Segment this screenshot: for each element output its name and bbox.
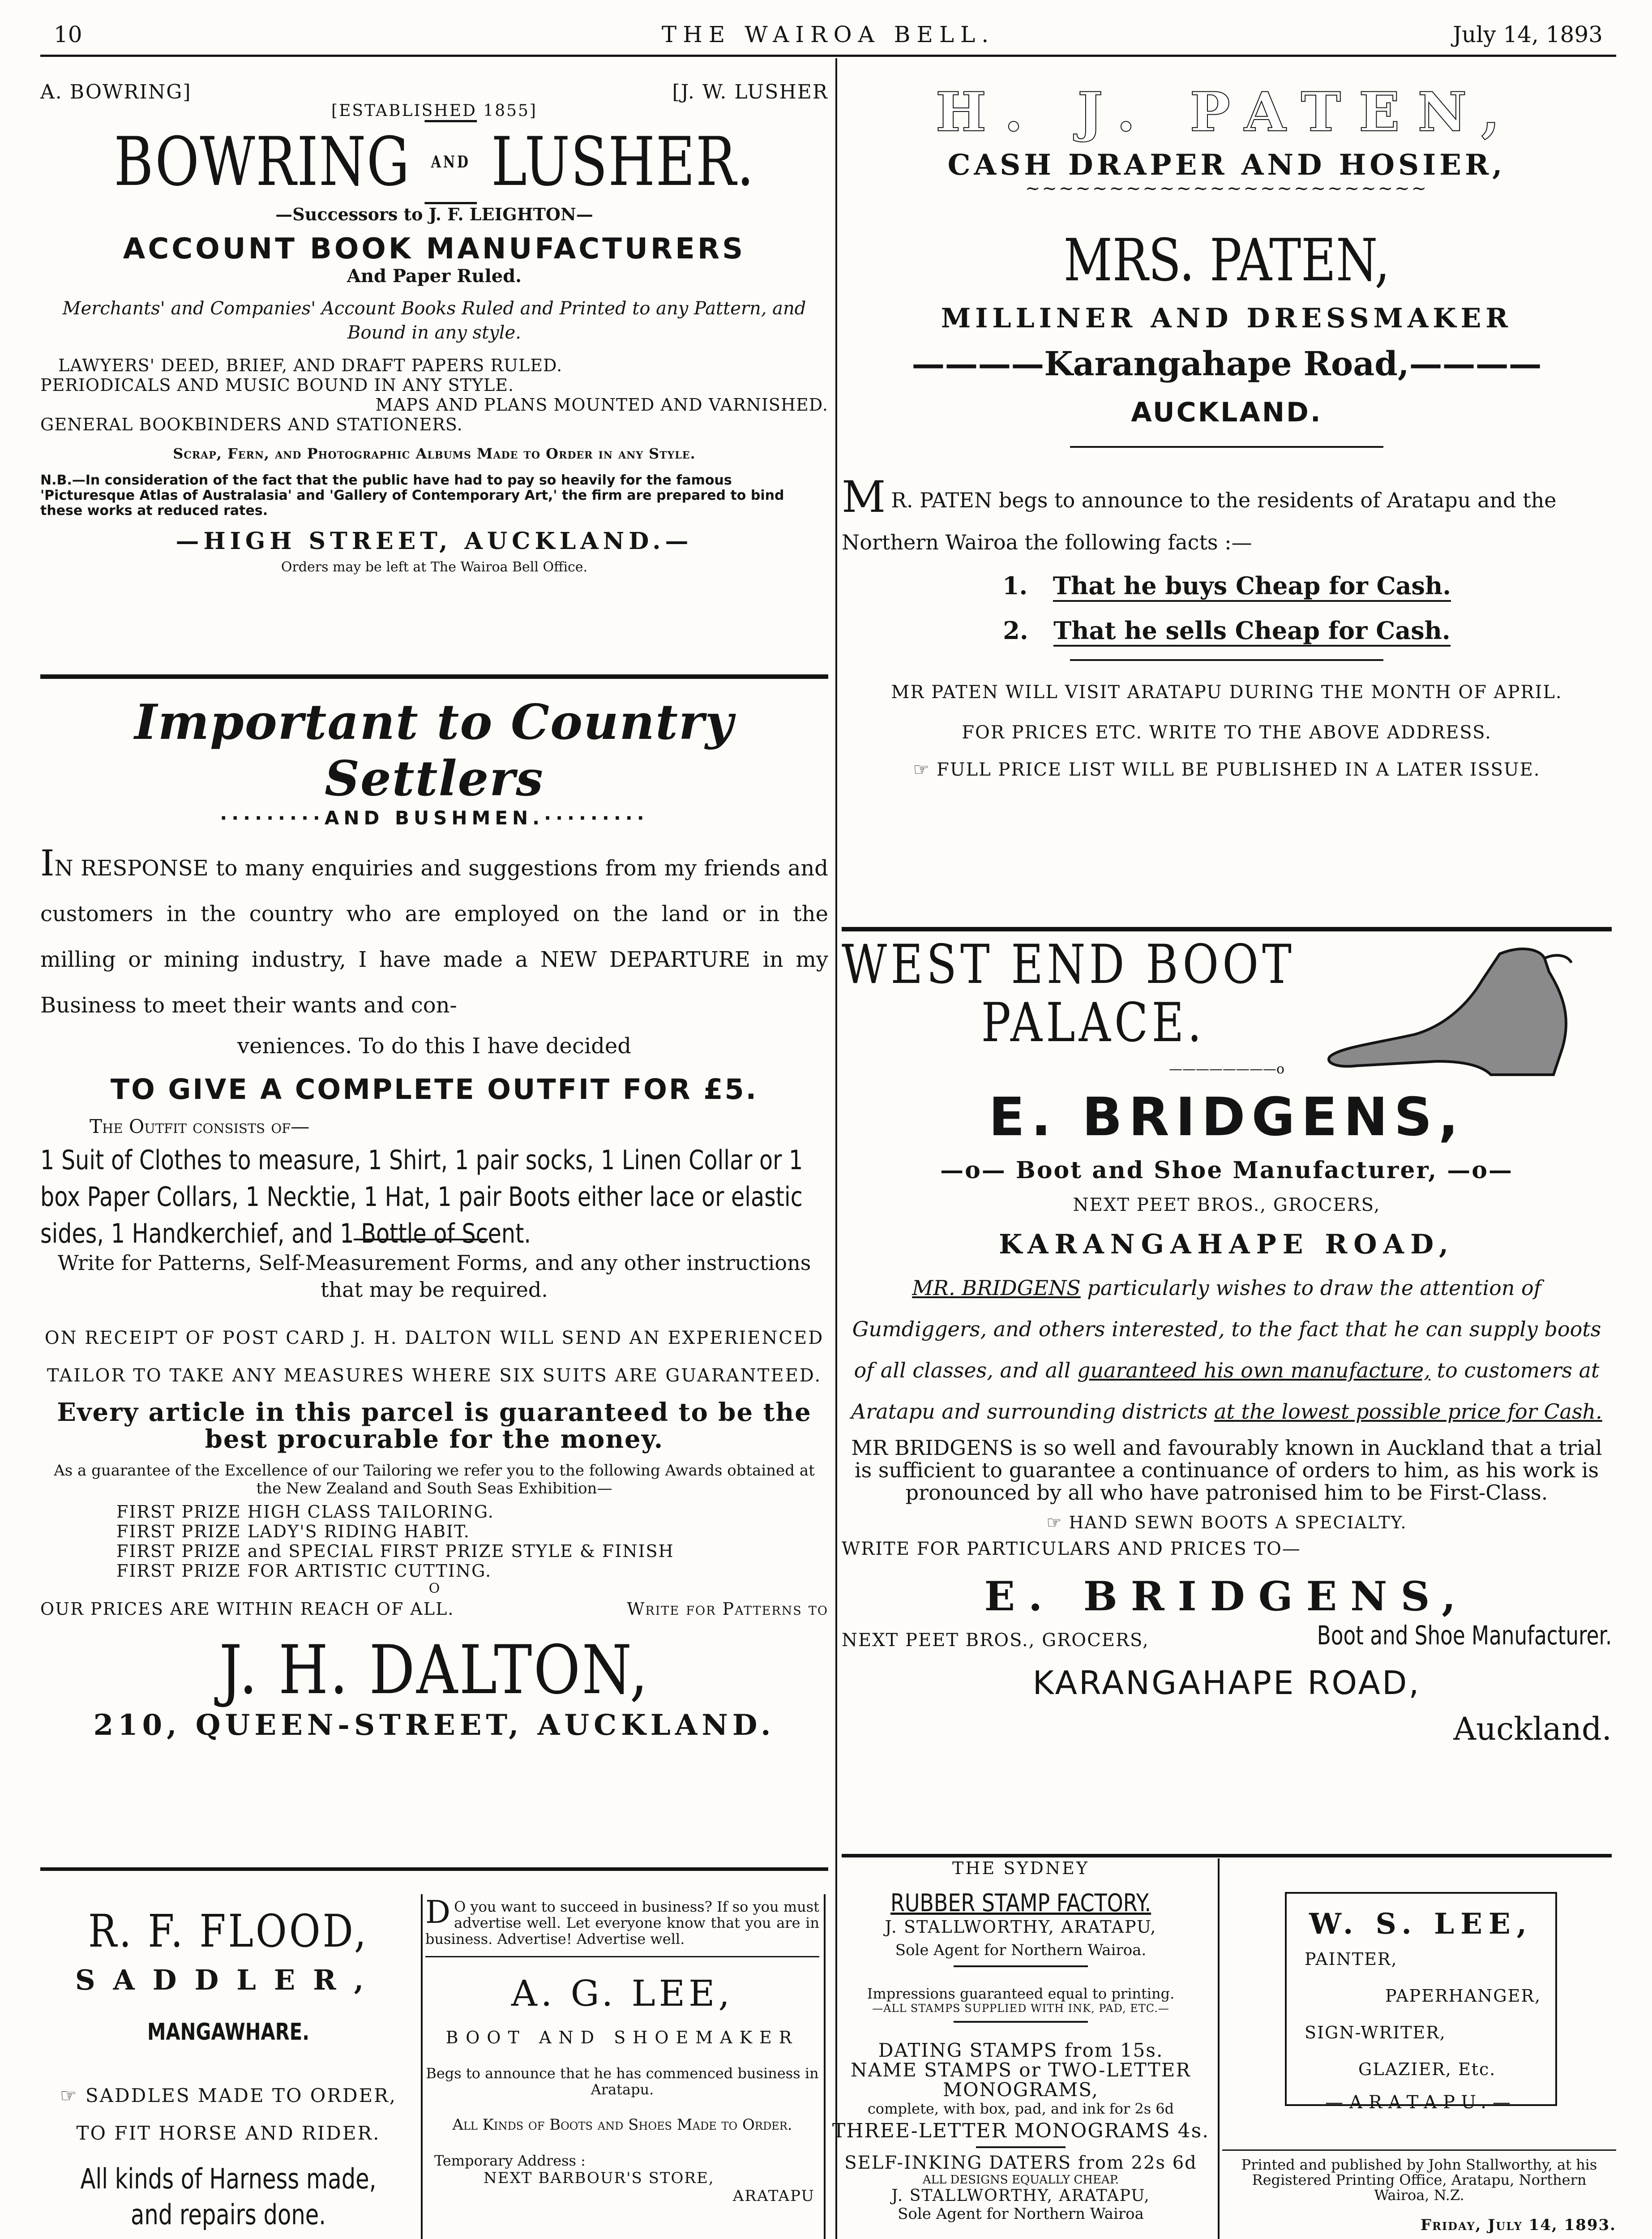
announcement-text: R. PATEN begs to announce to the residents of Aratapu and the Northern Wairoa the following facts :— — [842, 488, 1557, 554]
bridgens-road-2: KARANGAHAPE ROAD, — [1032, 1664, 1421, 1702]
paten-city: AUCKLAND. — [1131, 397, 1322, 428]
fact-item — [842, 608, 1612, 653]
established: [ESTABLISHED 1855] — [331, 102, 537, 120]
imprint-rule — [1222, 2149, 1616, 2151]
merchants-line: Merchants' and Companies' Account Books Ruled and Printed to any Pattern, and Bound in any style. — [62, 298, 806, 343]
awards-list — [116, 1502, 828, 1581]
sydney-sole-2: Sole Agent for Northern Wairoa — [898, 2205, 1144, 2223]
services-list — [40, 356, 828, 434]
imprint — [1222, 2149, 1616, 2239]
divider-flood — [421, 1894, 423, 2239]
flood-harness: All kinds of Harness made, and repairs done. — [80, 2162, 377, 2231]
rule-bowring — [40, 674, 828, 679]
flood-saddles — [40, 2077, 416, 2152]
firm-name — [114, 120, 755, 204]
ad-dalton — [40, 694, 828, 1863]
wslee-name: W. S. LEE, — [1309, 1907, 1533, 1941]
drop-cap: I — [40, 842, 55, 884]
hand-sewn: ☞ HAND SEWN BOOTS A SPECIALTY. — [1046, 1513, 1407, 1532]
para-text: to customers at Aratapu and surrounding districts — [851, 1358, 1600, 1424]
sydney-three: THREE-LETTER MONOGRAMS 4s. — [832, 2119, 1210, 2142]
bridgens-road: KARANGAHAPE ROAD, — [999, 1229, 1455, 1260]
wslee-line: PAINTER, — [1305, 1949, 1398, 1969]
bridgens-known: MR BRIDGENS is so well and favourably known in Auckland that a trial is sufficient to guarantee a continuance of orders to him, as his work is pronounced by all who have patronised him to be First-Class. — [851, 1436, 1602, 1505]
service-item: GENERAL BOOKBINDERS AND STATIONERS. — [40, 415, 463, 434]
prices-row — [40, 1599, 828, 1619]
rule-dalton — [40, 1867, 828, 1871]
bridgens-name-2: E. BRIDGENS, — [984, 1573, 1469, 1620]
service-item: LAWYERS' DEED, BRIEF, AND DRAFT PAPERS RULED. — [58, 356, 563, 375]
flood-name: R. F. FLOOD, — [88, 1905, 368, 1957]
saddles-text: ☞ SADDLES MADE TO ORDER, — [60, 2085, 397, 2106]
wslee-line: SIGN-WRITER, — [1305, 2023, 1446, 2042]
aglee-next: NEXT BARBOUR'S STORE, — [484, 2169, 715, 2187]
dalton-body — [40, 841, 828, 1028]
header-rule — [40, 55, 1616, 57]
drop-cap: D — [425, 1894, 451, 1930]
para-text: particularly wishes to draw the attention of Gumdiggers, and others interested, to the fact that he can supply boots of all classes, and all — [852, 1276, 1601, 1382]
dalton-receipt: ON RECEIPT OF POST CARD J. H. DALTON WILL SEND AN EXPERIENCED TAILOR TO TAKE ANY MEASURES WHERE SIX SUITS ARE GUARANTEED. — [44, 1328, 824, 1386]
wavy-rule: ~~~~~~~~~~~~~~~~~~~~~~~~ — [1025, 178, 1429, 199]
ad-paten — [842, 81, 1612, 900]
dalton-write: Write for Patterns, Self-Measurement Forms, and any other instructions that may be required. — [57, 1251, 811, 1302]
ad-aglee — [425, 1894, 819, 2239]
bowring-address: —HIGH STREET, AUCKLAND.— — [175, 528, 693, 555]
advertise-text: O you want to succeed in business? If so you must advertise well. Let everyone know that you are in business. Advertise! Advertise well. — [425, 1898, 819, 1947]
paten-trade: CASH DRAPER AND HOSIER, — [947, 148, 1506, 182]
dalton-guarantee: Every article in this parcel is guaranteed to be the best procurable for the money. — [57, 1398, 812, 1454]
mrs-paten: MRS. PATEN, — [1063, 226, 1390, 294]
advertise-note — [425, 1894, 819, 1947]
dalton-offer: TO GIVE A COMPLETE OUTFIT FOR £5. — [110, 1073, 758, 1106]
fact-text: That he buys Cheap for Cash. — [1053, 571, 1451, 602]
dalton-street: 210, QUEEN-STREET, AUCKLAND. — [93, 1708, 775, 1742]
paten-name: H. J. PATEN, — [935, 81, 1518, 144]
aglee-begs: Begs to announce that he has commenced business in Aratapu. — [426, 2065, 819, 2098]
sydney-self: SELF-INKING DATERS from 22s 6d — [844, 2153, 1197, 2173]
milliner-line: MILLINER AND DRESSMAKER — [941, 303, 1513, 334]
full-price-list: ☞ FULL PRICE LIST WILL BE PUBLISHED IN A LATER ISSUE. — [913, 759, 1541, 780]
bridgens-name: E. BRIDGENS, — [989, 1086, 1465, 1148]
dalton-name: J. H. DALTON, — [219, 1631, 650, 1709]
wslee-town: —ARATAPU.— — [1325, 2092, 1517, 2113]
paten-road: ————Karangahape Road,———— — [912, 345, 1542, 383]
palace-title: PALACE. — [981, 992, 1206, 1054]
ad-bowring-lusher — [40, 81, 828, 667]
ad-bridgens — [842, 936, 1612, 1863]
bridgens-paragraph — [842, 1267, 1612, 1432]
award-item: FIRST PRIZE LADY'S RIDING HABIT. — [116, 1522, 470, 1541]
aglee-town: ARATAPU — [732, 2187, 815, 2205]
short-rule — [954, 2021, 1088, 2023]
sydney-all: —ALL STAMPS SUPPLIED WITH INK, PAD, ETC.— — [872, 2002, 1169, 2015]
wslee-line: GLAZIER, Etc. — [1358, 2059, 1496, 2079]
sydney-impressions: Impressions guaranteed equal to printing. — [867, 1985, 1175, 2002]
sydney-dating: DATING STAMPS from 15s. — [878, 2039, 1164, 2061]
issue-date: July 14, 1893 — [1452, 21, 1603, 47]
sydney-who-2: J. STALLWORTHY, ARATAPU, — [891, 2187, 1150, 2205]
dalton-subheading: ·········AND BUSHMEN.········· — [220, 807, 649, 829]
sydney-designs: ALL DESIGNS EQUALLY CHEAP. — [922, 2173, 1119, 2187]
award-intro: As a guarantee of the Excellence of our Tailoring we refer you to the following Awards obtained at the New Zealand and South Seas Exhibition— — [54, 1462, 815, 1497]
patterns-text: Write for Patterns to — [627, 1599, 828, 1619]
fact-text: That he sells Cheap for Cash. — [1053, 616, 1451, 647]
para-underline: at the lowest possible price for Cash. — [1214, 1399, 1602, 1424]
trade-line: ACCOUNT BOOK MANUFACTURERS — [123, 232, 746, 266]
para-underline: guaranteed his own manufacture, — [1077, 1358, 1430, 1382]
outfit-consists: The Outfit consists of— — [90, 1115, 310, 1137]
bridgens-city: Auckland. — [1453, 1711, 1612, 1747]
ad-sydney — [828, 1858, 1213, 2239]
outfit-items: 1 Suit of Clothes to measure, 1 Shirt, 1 pair socks, 1 Linen Collar or 1 box Paper Collars, 1 Necktie, 1 Hat, 1 pair Boots either lace or elastic sides, 1 Handkerchief, and 1 Bottle of Scent. — [40, 1145, 803, 1249]
sydney-the: THE SYDNEY — [952, 1858, 1089, 1878]
drop-cap: M — [842, 472, 886, 522]
albums-line: Scrap, Fern, and Photographic Albums Made to Order in any Style. — [173, 445, 696, 462]
aglee-name: A. G. LEE, — [511, 1973, 733, 2014]
orders-note: Orders may be left at The Wairoa Bell Office. — [281, 559, 588, 575]
west-end-title: WEST END BOOT — [842, 934, 1296, 996]
dalton-heading: Important to Country Settlers — [134, 694, 734, 807]
write-particulars: WRITE FOR PARTICULARS AND PRICES TO— — [842, 1539, 1301, 1559]
firm-left: BOWRING — [114, 123, 411, 201]
sydney-who: J. STALLWORTHY, ARATAPU, — [885, 1917, 1157, 1937]
short-rule — [425, 1956, 819, 1957]
name-lusher: [J. W. LUSHER — [672, 81, 828, 103]
para-name: MR. BRIDGENS — [912, 1276, 1081, 1300]
rule-paten — [842, 927, 1612, 931]
fact-number: 1. — [1002, 571, 1028, 600]
short-rule — [1070, 659, 1383, 661]
imprint-date: Friday, July 14, 1893. — [1420, 2216, 1616, 2234]
nb-note: N.B.—In consideration of the fact that the public have had to pay so heavily for the famous 'Picturesque Atlas of Australasia' and 'Gallery of Contemporary Art,' the firm are prepared to bind these works at reduced rates. — [40, 472, 784, 519]
aglee-kinds: All Kinds of Boots and Shoes Made to Order. — [452, 2116, 792, 2134]
firm-right: LUSHER. — [491, 123, 755, 201]
page-number: 10 — [54, 21, 82, 47]
aglee-trade: BOOT AND SHOEMAKER — [445, 2028, 799, 2047]
aglee-temp: Temporary Address : — [434, 2152, 586, 2169]
dalton-body-text: N RESPONSE to many enquiries and suggestions from my friends and customers in the country who are employed on the land or in the milling or mining industry, I have made a NEW DEPARTURE in my Business to meet their wants and con- — [40, 856, 828, 1018]
short-rule — [954, 1965, 1088, 1967]
divider-aglee — [824, 1894, 826, 2239]
prices-text: FOR PRICES ETC. WRITE TO THE ABOVE ADDRESS. — [962, 722, 1492, 743]
paper-ruled: And Paper Ruled. — [347, 266, 522, 287]
flood-trade: SADDLER, — [75, 1964, 382, 1996]
fact-number: 2. — [1003, 616, 1028, 645]
flood-place: MANGAWHARE. — [147, 2019, 310, 2046]
dalton-body-end: veniences. To do this I have decided — [237, 1034, 632, 1059]
bridgens-next: NEXT PEET BROS., GROCERS, — [1073, 1195, 1381, 1215]
bridgens-row — [842, 1620, 1612, 1651]
prices-text: OUR PRICES ARE WITHIN REACH OF ALL. — [40, 1599, 454, 1619]
divider-o: ————————o — [1168, 1061, 1285, 1077]
wslee-line: PAPERHANGER, — [1385, 1986, 1541, 2006]
page-header — [40, 18, 1616, 54]
sydney-name-stamps: NAME STAMPS or TWO-LETTER MONOGRAMS, — [850, 2059, 1191, 2101]
divider-sydney — [1218, 1858, 1220, 2239]
visit-text: MR PATEN WILL VISIT ARATAPU DURING THE MONTH OF APRIL. — [891, 682, 1562, 703]
service-item: PERIODICALS AND MUSIC BOUND IN ANY STYLE. — [40, 375, 514, 395]
fact-item — [842, 563, 1612, 608]
sydney-factory: RUBBER STAMP FACTORY. — [890, 1889, 1151, 1917]
bridgens-trade-2: Boot and Shoe Manufacturer. — [1317, 1620, 1612, 1651]
successors: —Successors to J. F. LEIGHTON— — [275, 204, 593, 224]
bridgens-trade: —o— Boot and Shoe Manufacturer, —o— — [940, 1157, 1513, 1184]
short-rule — [1070, 446, 1383, 448]
service-item: MAPS AND PLANS MOUNTED AND VARNISHED. — [375, 395, 828, 415]
ad-flood — [40, 1894, 416, 2239]
sydney-complete: complete, with box, pad, and ink for 2s 6d — [867, 2100, 1174, 2117]
divider-o: O — [428, 1581, 440, 1596]
imprint-text: Printed and published by John Stallworthy, at his Registered Printing Office, Aratapu, Northern Wairoa, N.Z. — [1241, 2156, 1597, 2204]
ad-wslee — [1285, 1892, 1557, 2113]
bridgens-next-2: NEXT PEET BROS., GROCERS, — [842, 1630, 1149, 1651]
newspaper-title: THE WAIROA BELL. — [661, 21, 995, 47]
paten-visit — [842, 670, 1612, 751]
award-item: FIRST PRIZE HIGH CLASS TAILORING. — [116, 1502, 494, 1522]
fit-text: TO FIT HORSE AND RIDER. — [76, 2122, 381, 2144]
award-item: FIRST PRIZE and SPECIAL FIRST PRIZE STYLE & FINISH — [116, 1541, 674, 1561]
paten-announcement — [842, 472, 1612, 563]
short-rule — [976, 2146, 1066, 2148]
award-item: FIRST PRIZE FOR ARTISTIC CUTTING. — [116, 1561, 492, 1581]
sydney-sole: Sole Agent for Northern Wairoa. — [895, 1941, 1147, 1959]
firm-and: AND — [424, 120, 477, 204]
name-bowring: A. BOWRING] — [40, 81, 192, 103]
